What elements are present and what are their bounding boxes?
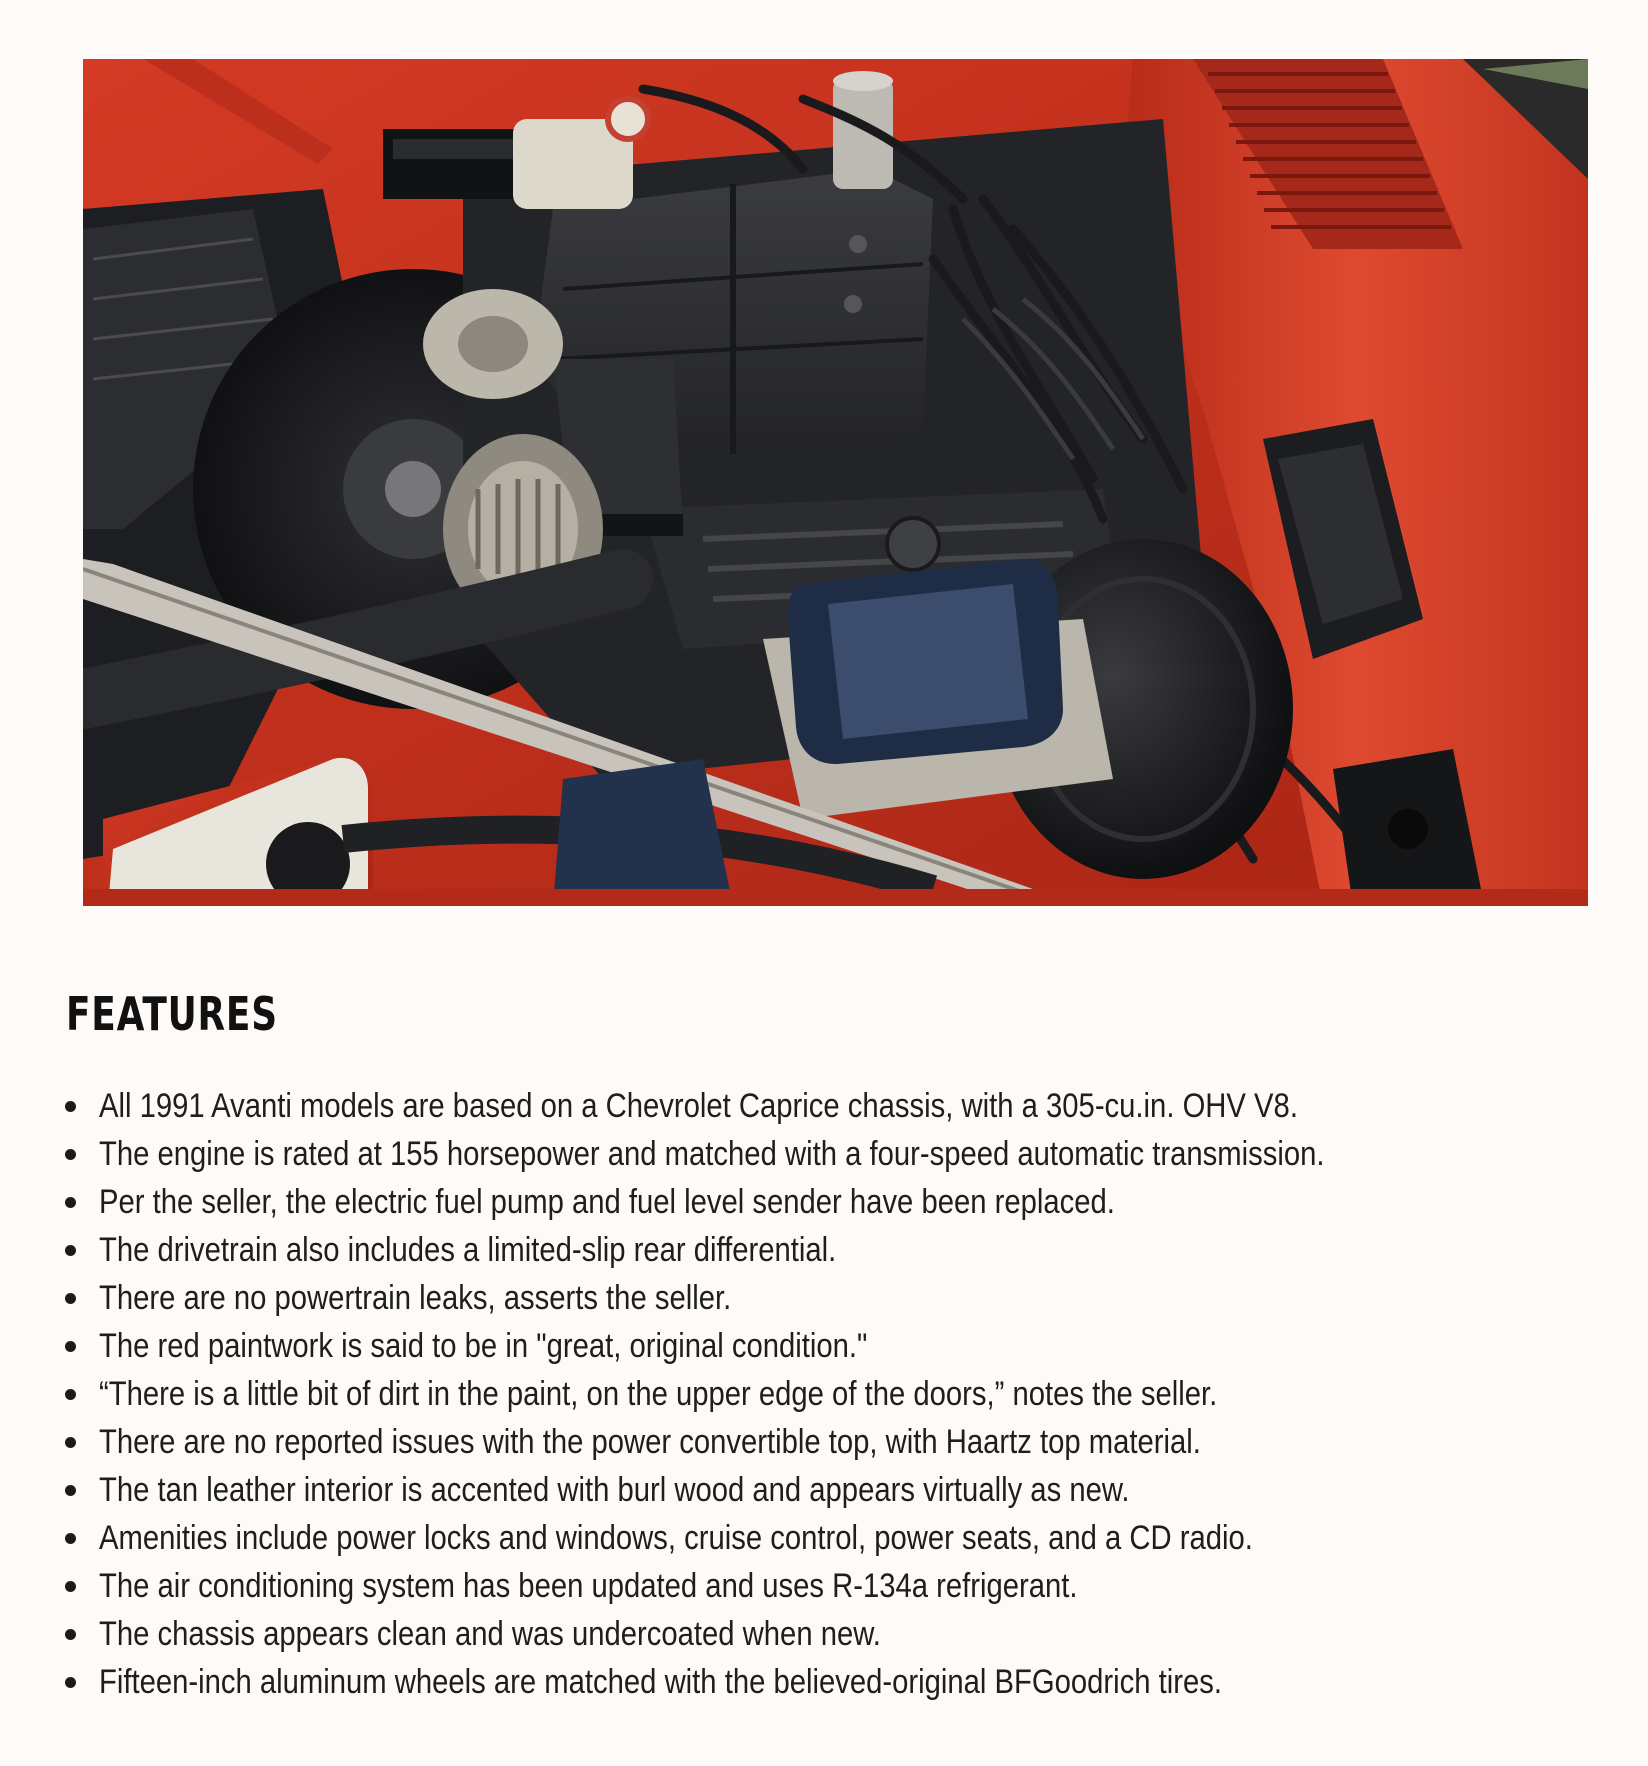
feature-text: The red paintwork is said to be in "great, original condition." bbox=[99, 1327, 868, 1365]
bullet-icon bbox=[65, 1197, 76, 1208]
bullet-icon bbox=[65, 1245, 76, 1256]
feature-item bbox=[60, 1178, 1620, 1226]
feature-text: Fifteen-inch aluminum wheels are matched with the believed-original BFGoodrich tires. bbox=[99, 1663, 1223, 1701]
feature-text: The air conditioning system has been updated and uses R-134a refrigerant. bbox=[99, 1567, 1078, 1605]
feature-item bbox=[60, 1274, 1620, 1322]
feature-text: There are no reported issues with the power convertible top, with Haartz top material. bbox=[99, 1423, 1201, 1461]
features-heading: FEATURES bbox=[66, 987, 278, 1041]
feature-text: The engine is rated at 155 horsepower and matched with a four-speed automatic transmission. bbox=[99, 1135, 1325, 1173]
bullet-icon bbox=[65, 1389, 76, 1400]
bullet-icon bbox=[65, 1533, 76, 1544]
bullet-icon bbox=[65, 1149, 76, 1160]
bullet-icon bbox=[65, 1485, 76, 1496]
features-list bbox=[60, 1082, 1620, 1706]
feature-item bbox=[60, 1082, 1620, 1130]
bullet-icon bbox=[65, 1581, 76, 1592]
feature-text: The drivetrain also includes a limited-slip rear differential. bbox=[99, 1231, 837, 1269]
bullet-icon bbox=[65, 1101, 76, 1112]
feature-item bbox=[60, 1322, 1620, 1370]
feature-text: The chassis appears clean and was undercoated when new. bbox=[99, 1615, 881, 1653]
bullet-icon bbox=[65, 1293, 76, 1304]
feature-item bbox=[60, 1370, 1620, 1418]
feature-text: Per the seller, the electric fuel pump and fuel level sender have been replaced. bbox=[99, 1183, 1115, 1221]
feature-item bbox=[60, 1418, 1620, 1466]
engine-bay-illustration bbox=[83, 59, 1588, 906]
feature-item bbox=[60, 1466, 1620, 1514]
feature-text: Amenities include power locks and windows, cruise control, power seats, and a CD radio. bbox=[99, 1519, 1253, 1557]
feature-item bbox=[60, 1226, 1620, 1274]
bullet-icon bbox=[65, 1677, 76, 1688]
bullet-icon bbox=[65, 1629, 76, 1640]
feature-item bbox=[60, 1562, 1620, 1610]
feature-text: There are no powertrain leaks, asserts the seller. bbox=[99, 1279, 732, 1317]
feature-text: “There is a little bit of dirt in the paint, on the upper edge of the doors,” notes the seller. bbox=[99, 1375, 1218, 1413]
feature-text: The tan leather interior is accented with burl wood and appears virtually as new. bbox=[99, 1471, 1130, 1509]
bullet-icon bbox=[65, 1341, 76, 1352]
engine-bay-photo bbox=[83, 59, 1588, 906]
feature-item bbox=[60, 1130, 1620, 1178]
feature-item bbox=[60, 1658, 1620, 1706]
bullet-icon bbox=[65, 1437, 76, 1448]
feature-item bbox=[60, 1514, 1620, 1562]
feature-text: All 1991 Avanti models are based on a Chevrolet Caprice chassis, with a 305-cu.in. OHV V8. bbox=[99, 1087, 1298, 1125]
feature-item bbox=[60, 1610, 1620, 1658]
